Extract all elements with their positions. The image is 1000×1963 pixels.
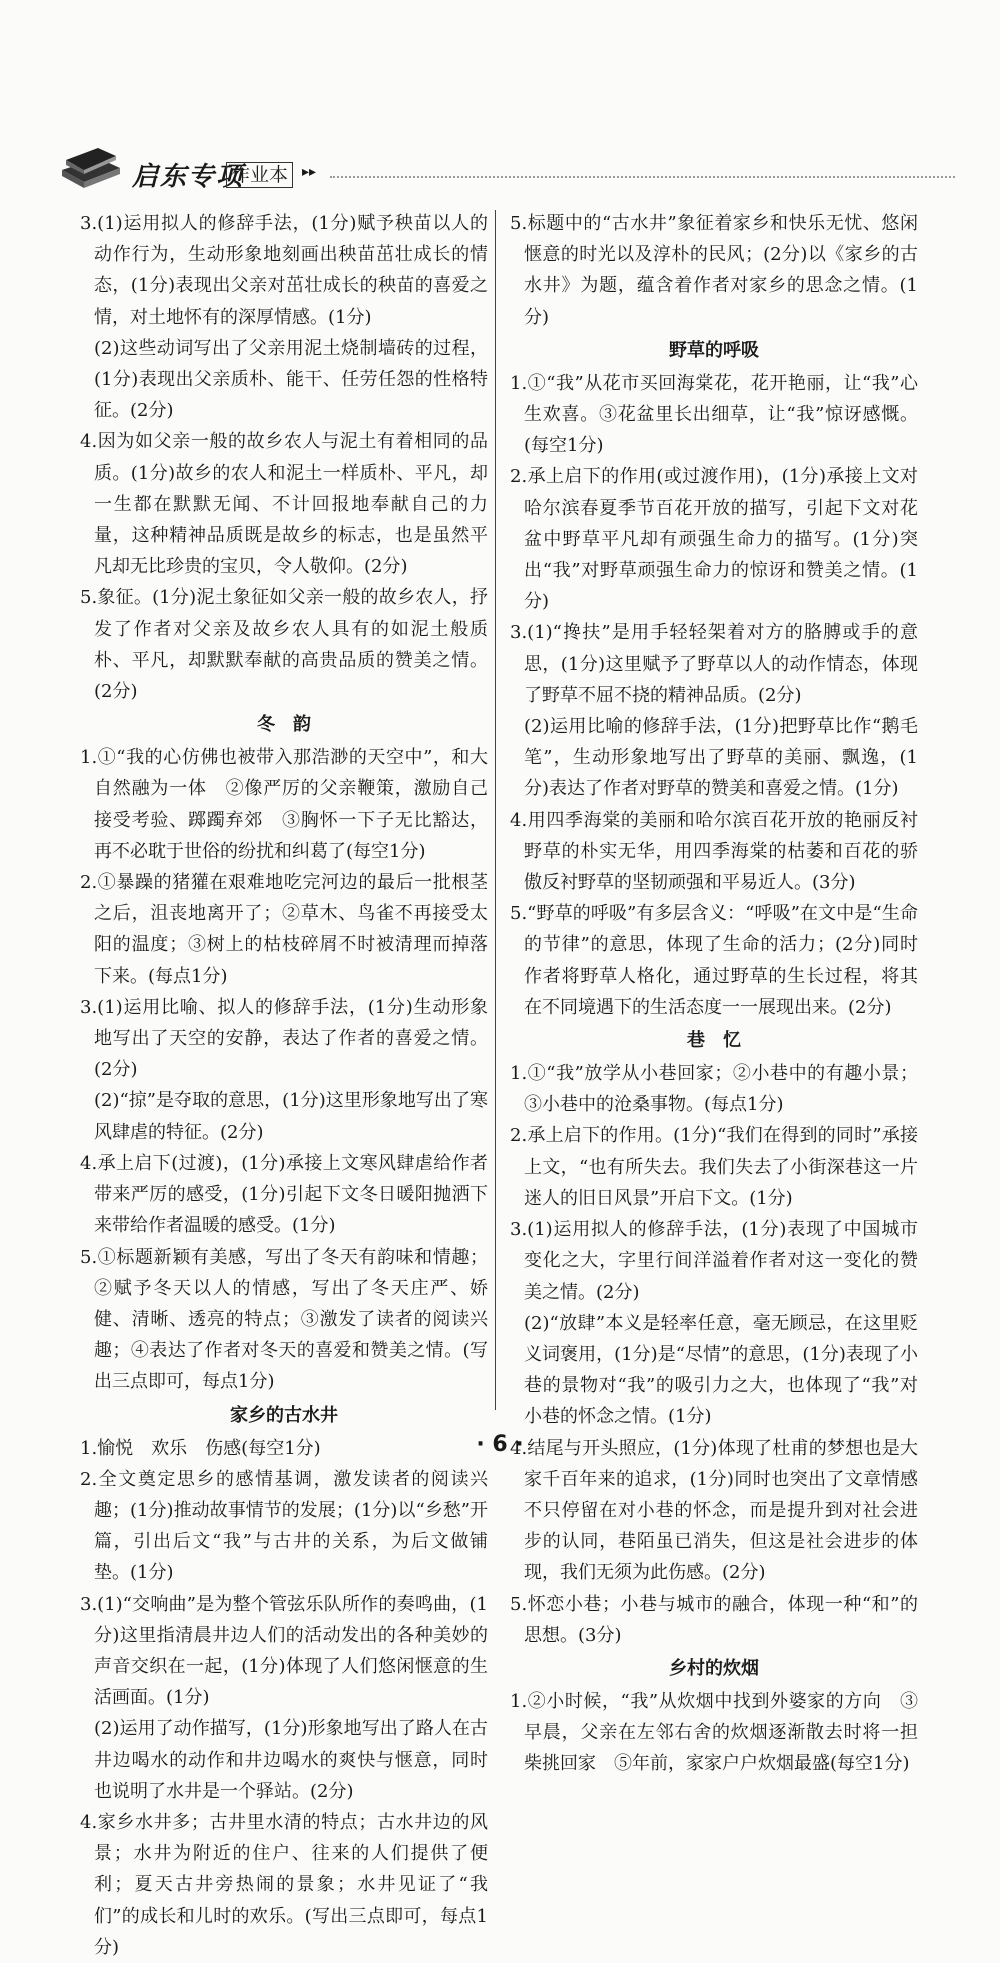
- answer-item: 3.(1)运用拟人的修辞手法，(1分)赋予秧苗以人的动作行为，生动形象地刻画出秧苗茁壮成长的情态，(1分)表现出父亲对茁壮成长的秧苗的喜爱之情，对土地怀有的深厚情感。(1分): [80, 213, 488, 328]
- left-column: [80, 208, 488, 1963]
- answer-item: 4.因为如父亲一般的故乡农人与泥土有着相同的品质。(1分)故乡的农人和泥土一样质朴、平凡，却一生都在默默无闻、不计回报地奉献自己的力量，这种精神品质既是故乡的标志，也是虽然平凡却无比珍贵的宝贝，令人敬仰。(2分): [80, 431, 488, 578]
- answer-item: 5.①标题新颖有美感，写出了冬天有韵味和情趣；②赋予冬天以人的情感，写出了冬天庄严、娇健、清晰、透亮的特点；③激发了读者的阅读兴趣；④表达了作者对冬天的喜爱和赞美之情。(写出三点即可，每点1分): [80, 1246, 488, 1393]
- right-column: [510, 208, 918, 1780]
- answer-subitem: (2)“放肆”本义是轻率任意，毫无顾忌，在这里贬义词褒用，(1分)是“尽情”的意思，(1分)表现了小巷的景物对“我”的吸引力之大，也体现了“我”对小巷的怀念之情。(1分): [524, 1312, 918, 1428]
- answer-item: 1.①“我”从花市买回海棠花，花开艳丽，让“我”心生欢喜。③花盆里长出细草，让“我”惊讶感慨。(每空1分): [510, 372, 918, 457]
- answer-subitem: (2)运用了动作描写，(1分)形象地写出了路人在古井边喝水的动作和井边喝水的爽快与惬意，同时也说明了水井是一个驿站。(2分): [94, 1718, 488, 1802]
- section-title: 冬 韵: [257, 714, 311, 736]
- book-stack-icon: [58, 140, 124, 190]
- answer-item: 5.象征。(1分)泥土象征如父亲一般的故乡农人，抒发了作者对父亲及故乡农人具有的如泥土般质朴、平凡，却默默奉献的高贵品质的赞美之情。(2分): [80, 587, 488, 703]
- answer-item: 5.标题中的“古水井”象征着家乡和快乐无忧、悠闲惬意的时光以及淳朴的民风；(2分)以《家乡的古水井》为题，蕴含着作者对家乡的思念之情。(1分): [510, 213, 918, 328]
- answer-item: 3.(1)运用比喻、拟人的修辞手法，(1分)生动形象地写出了天空的安静，表达了作者的喜爱之情。(2分): [80, 996, 488, 1081]
- header-subtitle: 作业本: [226, 162, 293, 188]
- answer-subitem: (2)这些动词写出了父亲用泥土烧制墙砖的过程，(1分)表现出父亲质朴、能干、任劳任怨的性格特征。(2分): [94, 337, 488, 422]
- arrow-icon: ▸▸: [302, 164, 317, 180]
- answer-item: 2.承上启下的作用。(1分)“我们在得到的同时”承接上文，“也有所失去。我们失去了小街深巷这一片迷人的旧日风景”开启下文。(1分): [510, 1125, 918, 1209]
- answer-item: 4.承上启下(过渡)，(1分)承接上文寒风肆虐给作者带来严厉的感受，(1分)引起下文冬日暖阳抛洒下来带给作者温暖的感受。(1分): [80, 1152, 488, 1237]
- header-rule: [330, 176, 955, 178]
- section-title: 家乡的古水井: [230, 1404, 338, 1426]
- answer-item: 2.承上启下的作用(或过渡作用)，(1分)承接上文对哈尔滨春夏季节百花开放的描写，引起下文对花盆中野草平凡却有顽强生命力的描写。(1分)突出“我”对野草顽强生命力的惊讶和赞美之情。(1分): [510, 466, 918, 613]
- answer-item: 2.全文奠定思乡的感情基调，激发读者的阅读兴趣；(1分)推动故事情节的发展；(1分)以“乡愁”开篇，引出后文“我”与古井的关系，为后文做铺垫。(1分): [80, 1468, 488, 1584]
- page-number: · 6 ·: [476, 1432, 524, 1457]
- answer-item: 1.①“我”放学从小巷回家；②小巷中的有趣小景；③小巷中的沧桑事物。(每点1分): [510, 1063, 918, 1116]
- answer-item: 1.②小时候，“我”从炊烟中找到外婆家的方向 ③早晨，父亲在左邻右舍的炊烟逐渐散去时将一担柴挑回家 ⑤年前，家家户户炊烟最盛(每空1分): [510, 1690, 918, 1775]
- brand-title: 启东专项: [132, 162, 245, 192]
- answer-item: 3.(1)运用拟人的修辞手法，(1分)表现了中国城市变化之大，字里行间洋溢着作者对这一变化的赞美之情。(2分): [510, 1219, 918, 1303]
- answer-item: 3.(1)“搀扶”是用手轻轻架着对方的胳膊或手的意思，(1分)这里赋予了野草以人的动作情态，体现了野草不屈不挠的精神品质。(2分): [510, 622, 918, 706]
- page-header: [58, 140, 958, 200]
- section-title: 野草的呼吸: [669, 339, 759, 361]
- answer-item: 4.用四季海棠的美丽和哈尔滨百花开放的艳丽反衬野草的朴实无华，用四季海棠的枯萎和百花的骄傲反衬野草的坚韧顽强和平易近人。(3分): [510, 809, 918, 894]
- answer-item: 4.家乡水井多；古井里水清的特点；古水井边的风景；水井为附近的住户、往来的人们提供了便利；夏天古井旁热闹的景象；水井见证了“我们”的成长和儿时的欢乐。(写出三点即可，每点1分): [80, 1811, 488, 1958]
- answer-item: 2.①暴躁的猪獾在艰难地吃完河边的最后一批根茎之后，沮丧地离开了；②草木、鸟雀不再接受太阳的温度；③树上的枯枝碎屑不时被清理而掉落下来。(每点1分): [80, 872, 488, 987]
- answer-item: 5.怀恋小巷；小巷与城市的融合，体现一种“和”的思想。(3分): [510, 1593, 918, 1646]
- answer-item: 1.愉悦 欢乐 伤感(每空1分): [80, 1437, 321, 1459]
- answer-item: 1.①“我的心仿佛也被带入那浩渺的天空中”，和大自然融为一体 ②像严厉的父亲鞭策，激励自己接受考验、踯躅弃郊 ③胸怀一下子无比豁达，再不必耽于世俗的纷扰和纠葛了(每空1分): [80, 747, 488, 862]
- answer-item: 5.“野草的呼吸”有多层含义：“呼吸”在文中是“生命的节律”的意思，体现了生命的活力；(2分)同时作者将野草人格化，通过野草的生长过程，将其在不同境遇下的生活态度一一展现出来。(2分): [510, 903, 918, 1018]
- answer-item: 4.结尾与开头照应，(1分)体现了杜甫的梦想也是大家千百年来的追求，(1分)同时也突出了文章情感不只停留在对小巷的怀念，而是提升到对社会进步的认同，巷陌虽已消失，但这是社会进步的体现，我们无须为此伤感。(2分): [510, 1437, 918, 1584]
- section-title: 巷 忆: [687, 1030, 741, 1052]
- answer-subitem: (2)“掠”是夺取的意思，(1分)这里形象地写出了寒风肆虐的特征。(2分): [94, 1090, 488, 1143]
- column-divider: [495, 210, 496, 1410]
- answer-subitem: (2)运用比喻的修辞手法，(1分)把野草比作“鹅毛笔”，生动形象地写出了野草的美丽、飘逸，(1分)表达了作者对野草的赞美和喜爱之情。(1分): [524, 716, 918, 800]
- section-title: 乡村的炊烟: [669, 1657, 759, 1679]
- answer-item: 3.(1)“交响曲”是为整个管弦乐队所作的奏鸣曲，(1分)这里指清晨井边人们的活动发出的各种美妙的声音交织在一起，(1分)体现了人们悠闲惬意的生活画面。(1分): [80, 1593, 488, 1709]
